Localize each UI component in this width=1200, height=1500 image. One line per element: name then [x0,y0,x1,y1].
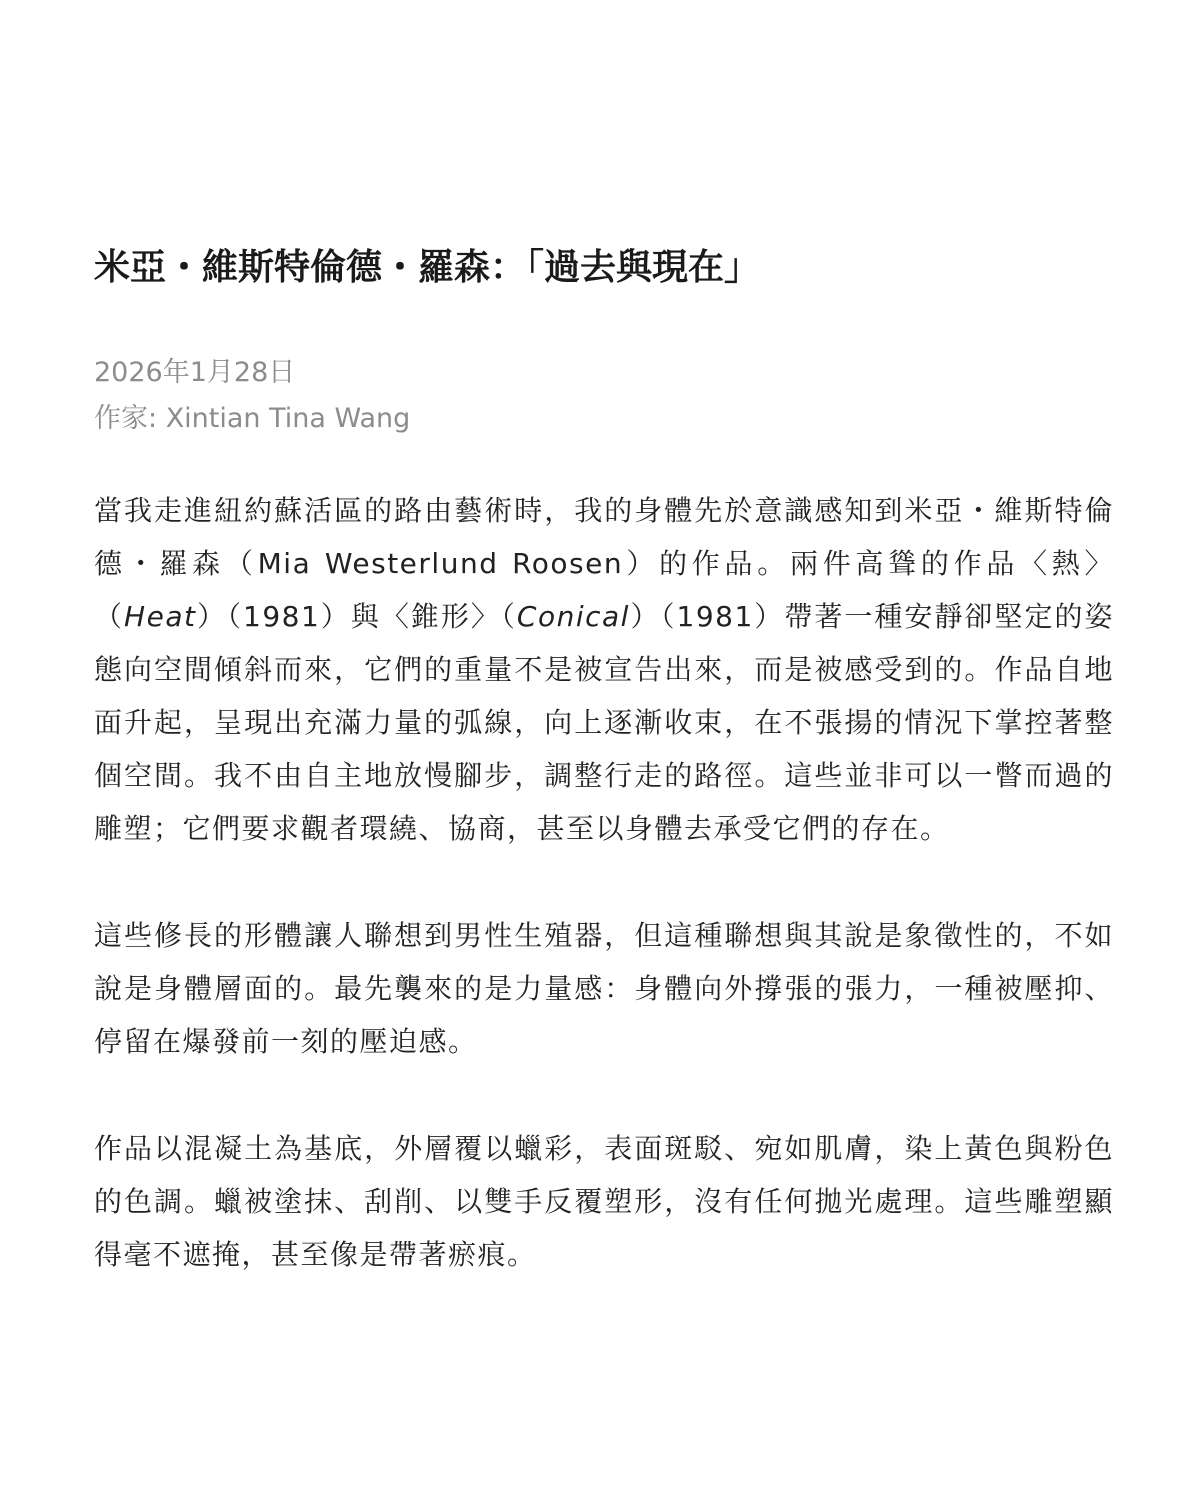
article-meta [94,350,1114,442]
paragraph-1-text-c: ）（1981）帶著一種安靜卻堅定的姿態向空間傾斜而來，它們的重量不是被宣告出來，而是被感受到的。作品自地面升起，呈現出充滿力量的弧線，向上逐漸收束，在不張揚的情況下掌控著整個空間。我不由自主地放慢腳步，調整行走的路徑。這些並非可以一瞥而過的雕塑；它們要求觀者環繞、協商，甚至以身體去承受它們的存在。 [94,600,1114,845]
article-title: 米亞・維斯特倫德・羅森：「過去與現在」 [94,247,761,288]
article [94,240,1114,1335]
paragraph-1 [94,484,1114,855]
paragraph-1-text-a: 當我走進紐約蘇活區的路由藝術時，我的身體先於意識感知到米亞・維斯特倫德・羅森（Mia Westerlund Roosen）的作品。兩件高聳的作品〈熱〉（ [94,494,1114,633]
author-line [94,396,1114,442]
author-prefix: 作家: [94,403,166,434]
author-name: Xintian Tina Wang [165,403,411,434]
publish-date: 2026年1月28日 [94,357,296,388]
paragraph-1-text-b: ）（1981）與〈錐形〉（ [196,600,517,633]
paragraph-2: 這些修長的形體讓人聯想到男性生殖器，但這種聯想與其說是象徵性的，不如說是身體層面的。最先襲來的是力量感：身體向外撐張的張力，一種被壓抑、停留在爆發前一刻的壓迫感。 [94,919,1114,1058]
paragraph-3: 作品以混凝土為基底，外層覆以蠟彩，表面斑駁、宛如肌膚，染上黃色與粉色的色調。蠟被塗抹、刮削、以雙手反覆塑形，沒有任何拋光處理。這些雕塑顯得毫不遮掩，甚至像是帶著瘀痕。 [94,1132,1114,1271]
work-title-conical: Conical [516,600,630,633]
work-title-heat: Heat [124,600,197,633]
article-body [94,484,1114,1281]
